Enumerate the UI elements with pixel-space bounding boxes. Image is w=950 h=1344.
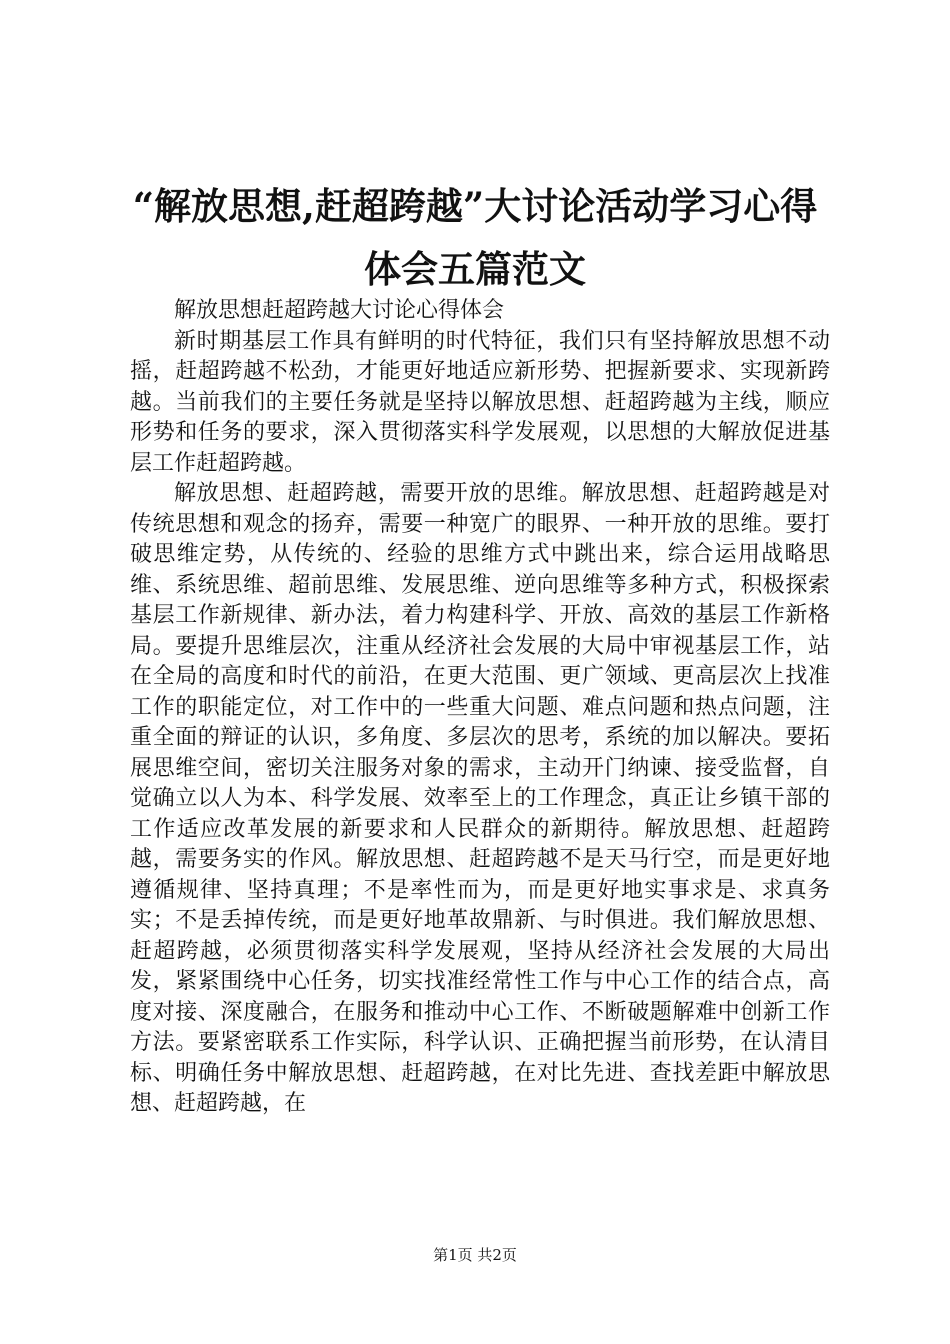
body-paragraph: 新时期基层工作具有鲜明的时代特征，我们只有坚持解放思想不动摇，赶超跨越不松劲，才能更好地适应新形势、把握新要求、实现新跨越。当前我们的主要任务就是坚持以解放思想、赶超跨越为主线，顺应形势和任务的要求，深入贯彻落实科学发展观，以思想的大解放促进基层工作赶超跨越。 <box>130 328 830 476</box>
document-title-line-1: “解放思想,赶超跨越”大讨论活动学习心得 <box>132 184 818 228</box>
body-paragraph-subtitle: 解放思想赶超跨越大讨论心得体会 <box>174 298 505 323</box>
document-title-line-2: 体会五篇范文 <box>364 247 586 291</box>
body-paragraph: 解放思想、赶超跨越，需要开放的思维。解放思想、赶超跨越是对传统思想和观念的扬弃，需要一种宽广的眼界、一种开放的思维。要打破思维定势，从传统的、经验的思维方式中跳出来，综合运用战略思维、系统思维、超前思维、发展思维、逆向思维等多种方式，积极探索基层工作新规律、新办法，着力构建科学、开放、高效的基层工作新格局。要提升思维层次，注重从经济社会发展的大局中审视基层工作，站在全局的高度和时代的前沿，在更大范围、更广领域、更高层次上找准工作的职能定位，对工作中的一些重大问题、难点问题和热点问题，注重全面的辩证的认识，多角度、多层次的思考，系统的加以解决。要拓展思维空间，密切关注服务对象的需求，主动开门纳谏、接受监督，自觉确立以人为本、科学发展、效率至上的工作理念，真正让乡镇干部的工作适应改革发展的新要求和人民群众的新期待。解放思想、赶超跨越，需要务实的作风。解放思想、赶超跨越不是天马行空，而是更好地遵循规律、坚持真理；不是率性而为，而是更好地实事求是、求真务实；不是丢掉传统，而是更好地革故鼎新、与时俱进。我们解放思想、赶超跨越，必须贯彻落实科学发展观，坚持从经济社会发展的大局出发，紧紧围绕中心任务，切实找准经常性工作与中心工作的结合点，高度对接、深度融合，在服务和推动中心工作、不断破题解难中创新工作方法。要紧密联系工作实际，科学认识、正确把握当前形势，在认清目标、明确任务中解放思想、赶超跨越，在对比先进、查找差距中解放思想、赶超跨越，在 <box>130 481 830 1116</box>
page-footer: 第1页 共2页 <box>433 1246 517 1264</box>
document-body <box>130 296 830 1120</box>
